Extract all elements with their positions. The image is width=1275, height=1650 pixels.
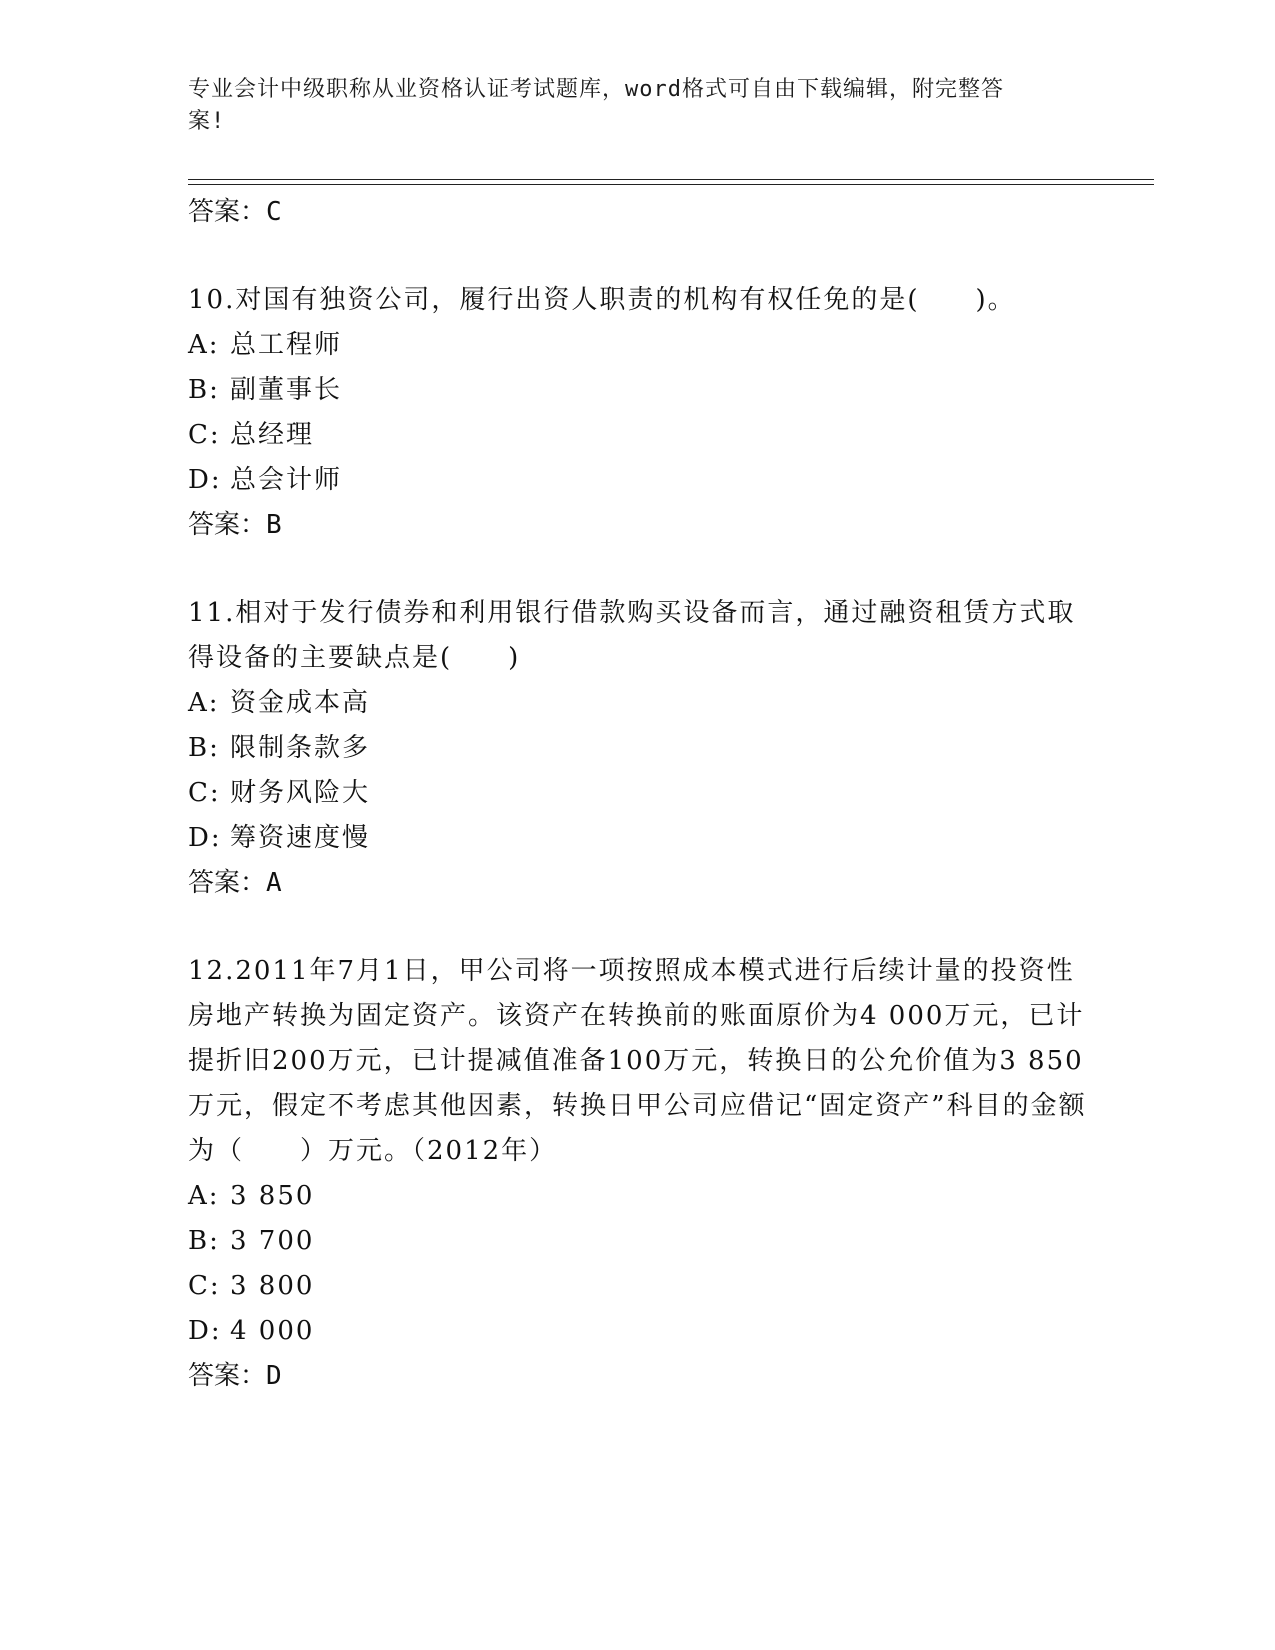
option-text: 资金成本高 bbox=[230, 688, 371, 718]
option-text: 3 850 bbox=[230, 1181, 315, 1211]
option-a bbox=[188, 681, 1088, 726]
answer-label: 答案： bbox=[188, 510, 267, 540]
header-line-2: 案! bbox=[188, 109, 226, 134]
option-key: B: bbox=[188, 375, 220, 405]
header-divider-top bbox=[188, 179, 1154, 180]
option-text: 总经理 bbox=[230, 420, 315, 450]
question-list bbox=[188, 190, 1088, 1398]
answer-value: D bbox=[266, 1361, 282, 1391]
option-key: D: bbox=[188, 823, 222, 853]
option-text: 限制条款多 bbox=[230, 733, 371, 763]
answer-label: 答案： bbox=[188, 1361, 267, 1391]
option-text: 总会计师 bbox=[230, 465, 343, 495]
page-header bbox=[188, 74, 1068, 138]
question-10 bbox=[188, 278, 1088, 547]
answer-label: 答案： bbox=[188, 197, 267, 227]
option-key: A: bbox=[188, 688, 220, 718]
option-key: C: bbox=[188, 1271, 221, 1301]
option-b bbox=[188, 1219, 1088, 1264]
question-12 bbox=[188, 949, 1088, 1398]
option-d bbox=[188, 816, 1088, 861]
option-b bbox=[188, 368, 1088, 413]
option-c bbox=[188, 1264, 1088, 1309]
header-divider-bottom bbox=[188, 184, 1154, 185]
question-stem: 12.2011年7月1日，甲公司将一项按照成本模式进行后续计量的投资性房地产转换为固定资产。该资产在转换前的账面原价为4 000万元，已计提折旧200万元，已计提减值准备100万元，转换日的公允价值为3 850万元，假定不考虑其他因素，转换日甲公司应借记“固定资产”科目的金额为（ ）万元。（2012年） bbox=[188, 956, 1087, 1166]
option-d bbox=[188, 1309, 1088, 1354]
option-key: C: bbox=[188, 778, 221, 808]
option-key: D: bbox=[188, 1316, 222, 1346]
answer-value: A bbox=[266, 868, 282, 898]
option-text: 筹资速度慢 bbox=[230, 823, 371, 853]
answer-line bbox=[188, 190, 1088, 234]
option-text: 副董事长 bbox=[230, 375, 343, 405]
option-a bbox=[188, 1174, 1088, 1219]
option-text: 4 000 bbox=[230, 1316, 315, 1346]
option-d bbox=[188, 458, 1088, 503]
option-text: 财务风险大 bbox=[230, 778, 371, 808]
option-text: 3 700 bbox=[230, 1226, 315, 1256]
answer-line bbox=[188, 503, 1088, 547]
option-text: 3 800 bbox=[230, 1271, 315, 1301]
option-c bbox=[188, 771, 1088, 816]
question-stem: 11.相对于发行债券和利用银行借款购买设备而言，通过融资租赁方式取得设备的主要缺点是( ) bbox=[188, 598, 1076, 673]
option-key: A: bbox=[188, 1181, 220, 1211]
option-c bbox=[188, 413, 1088, 458]
option-key: D: bbox=[188, 465, 222, 495]
answer-line bbox=[188, 1354, 1088, 1398]
option-key: C: bbox=[188, 420, 221, 450]
option-b bbox=[188, 726, 1088, 771]
answer-value: C bbox=[266, 197, 282, 227]
answer-line bbox=[188, 861, 1088, 905]
option-a bbox=[188, 323, 1088, 368]
option-text: 总工程师 bbox=[230, 330, 343, 360]
question-stem: 10.对国有独资公司，履行出资人职责的机构有权任免的是( )。 bbox=[188, 285, 1016, 315]
answer-label: 答案： bbox=[188, 868, 267, 898]
option-key: A: bbox=[188, 330, 220, 360]
header-line-1: 专业会计中级职称从业资格认证考试题库，word格式可自由下载编辑，附完整答 bbox=[188, 77, 1004, 102]
option-key: B: bbox=[188, 1226, 220, 1256]
answer-value: B bbox=[266, 510, 282, 540]
question-11 bbox=[188, 591, 1088, 905]
option-key: B: bbox=[188, 733, 220, 763]
